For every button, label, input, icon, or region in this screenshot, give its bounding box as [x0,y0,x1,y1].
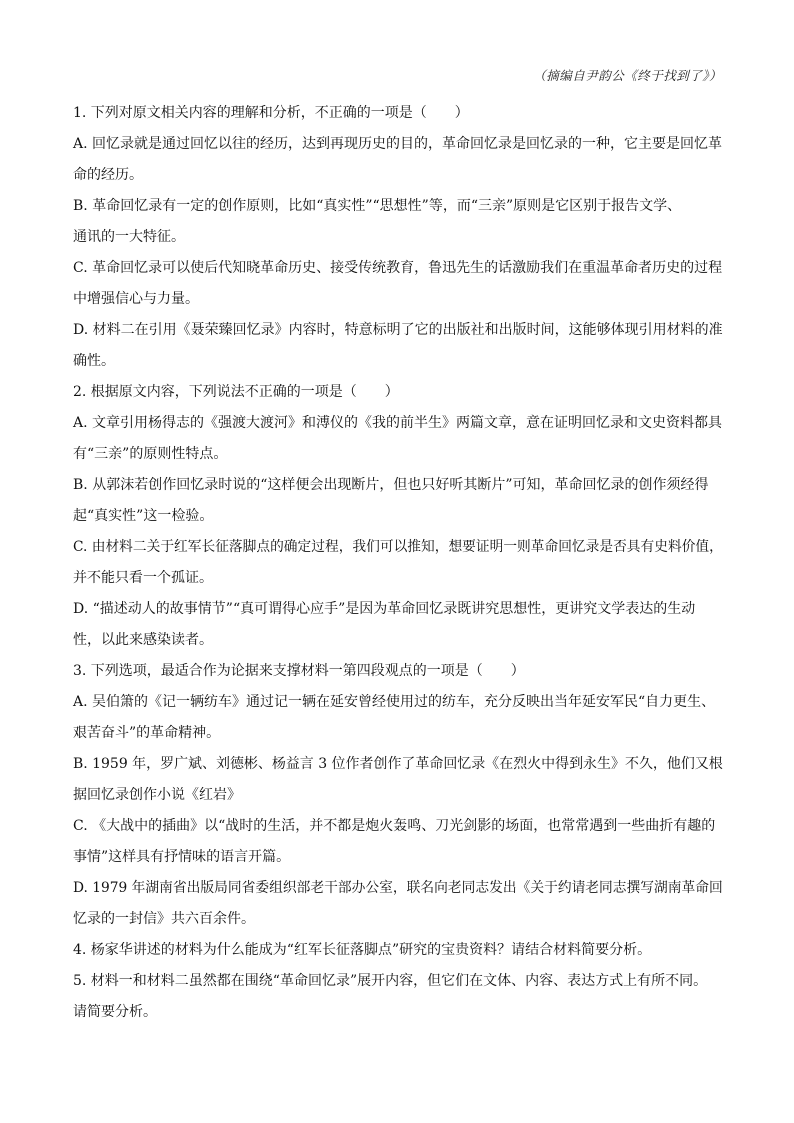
option-text: 中增强信心与力量。 [73,291,199,307]
option-text: C. 革命回忆录可以使后代知晓革命历史、接受传统教育，鲁迅先生的话激励我们在重温革命者历史的过程 [73,260,723,276]
source-citation: （摘编自尹韵公《终于找到了》） [533,68,722,83]
option-text: B. 1959 年，罗广斌、刘德彬、杨益言 3 位作者创作了革命回忆录《在烈火中得到永生》不久，他们又根 [73,756,723,772]
option-text: 并不能只看一个孤证。 [73,570,213,586]
option-text: 艰苦奋斗”的革命精神。 [73,725,221,741]
q3-option-c [73,811,723,873]
option-text: C. 《大战中的插曲》以“战时的生活，并不都是炮火轰鸣、刀光剑影的场面，也常常遇到一些曲折有趣的 [73,818,716,834]
q2-option-a [73,408,723,470]
option-text: A. 回忆录就是通过回忆以往的经历，达到再现历史的目的，革命回忆录是回忆录的一种，它主要是回忆革 [73,136,723,152]
q2-option-d [73,594,723,656]
question-5 [73,966,723,1028]
option-text: D. “描述动人的故事情节”“真可谓得心应手”是因为革命回忆录既讲究思想性，更讲究文学表达的生动 [73,601,696,617]
question-2 [73,377,723,408]
q1-option-d [73,315,723,377]
q1-option-a [73,129,723,191]
option-text: 忆录的一封信》共六百余件。 [73,911,255,927]
option-text: 命的经历。 [73,167,143,183]
question-text: 2. 根据原文内容，下列说法不正确的一项是（ ） [73,384,399,400]
option-text: D. 材料二在引用《聂荣臻回忆录》内容时，特意标明了它的出版社和出版时间，这能够体现引用材料的准 [73,322,723,338]
q3-option-b [73,749,723,811]
q3-option-a [73,687,723,749]
option-text: 起“真实性”这一检验。 [73,508,214,524]
question-4 [73,935,723,966]
option-text: 有“三亲”的原则性特点。 [73,446,228,462]
option-text: B. 从郭沫若创作回忆录时说的“这样便会出现断片，但也只好听其断片”可知，革命回忆录的创作须经得 [73,477,709,493]
option-text: 通讯的一大特征。 [73,229,185,245]
option-text: 确性。 [73,353,115,369]
question-list [73,98,723,1028]
question-text: 5. 材料一和材料二虽然都在围绕“革命回忆录”展开内容，但它们在文体、内容、表达方式上有所不同。 [73,973,708,989]
option-text: C. 由材料二关于红军长征落脚点的确定过程，我们可以推知，想要证明一则革命回忆录是否具有史料价值， [73,539,723,555]
q2-option-c [73,532,723,594]
q2-option-b [73,470,723,532]
option-text: A. 吴伯箫的《记一辆纺车》通过记一辆在延安曾经使用过的纺车，充分反映出当年延安军民“自力更生、 [73,694,716,710]
q3-option-d [73,873,723,935]
question-text: 4. 杨家华讲述的材料为什么能成为“红军长征落脚点”研究的宝贵资料？请结合材料简要分析。 [73,942,652,958]
question-text: 请简要分析。 [73,1004,157,1020]
option-text: A. 文章引用杨得志的《强渡大渡河》和溥仪的《我的前半生》两篇文章，意在证明回忆录和文史资料都具 [73,415,723,431]
option-text: 据回忆录创作小说《红岩》 [73,787,241,803]
q1-option-b [73,191,723,253]
option-text: 性，以此来感染读者。 [73,632,213,648]
q1-option-c [73,253,723,315]
option-text: 事情”这样具有抒情味的语言开篇。 [73,849,291,865]
question-text: 1. 下列对原文相关内容的理解和分析，不正确的一项是（ ） [73,105,469,121]
option-text: D. 1979 年湖南省出版局同省委组织部老干部办公室，联名向老同志发出《关于约请老同志撰写湖南革命回 [73,880,723,896]
question-1 [73,98,723,129]
option-text: B. 革命回忆录有一定的创作原则，比如“真实性”“思想性”等，而“三亲”原则是它区别于报告文学、 [73,198,682,214]
question-3 [73,656,723,687]
question-text: 3. 下列选项，最适合作为论据来支撑材料一第四段观点的一项是（ ） [73,663,525,679]
